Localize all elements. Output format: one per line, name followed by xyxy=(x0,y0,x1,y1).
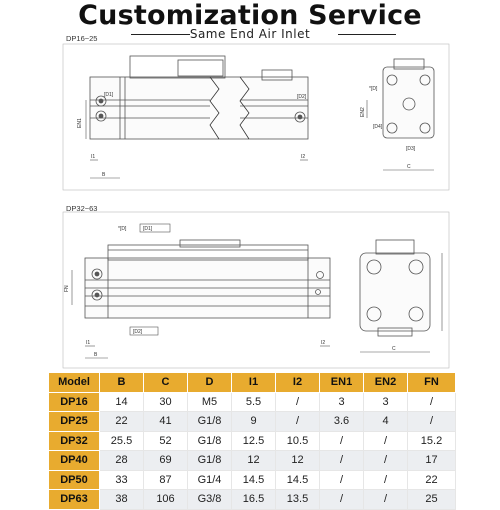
table-cell: / xyxy=(364,490,408,510)
label-i1: I1 xyxy=(86,340,91,346)
label-d2: [D2] xyxy=(297,94,307,100)
label-i1: I1 xyxy=(91,154,96,160)
label-b: B xyxy=(94,352,98,358)
table-row xyxy=(49,490,456,510)
label-c: C xyxy=(407,164,411,170)
table-cell: 12 xyxy=(232,451,276,471)
table-header-row xyxy=(49,373,456,393)
table-cell: 52 xyxy=(144,431,188,451)
label-star-d: *[D] xyxy=(118,226,127,232)
table-header-i2: I2 xyxy=(276,373,320,393)
label-i2: I2 xyxy=(301,154,306,160)
table-cell: 3 xyxy=(364,392,408,412)
table-cell-model: DP16 xyxy=(49,392,100,412)
series-label-bottom: DP32~63 xyxy=(66,204,98,213)
table-cell: / xyxy=(408,412,456,432)
label-d1: [D1] xyxy=(143,226,153,232)
cylinder-body-top xyxy=(90,77,308,139)
table-cell: / xyxy=(364,470,408,490)
table-cell: 17 xyxy=(408,451,456,471)
table-cell: 22 xyxy=(408,470,456,490)
table-cell: / xyxy=(408,392,456,412)
table-cell: / xyxy=(320,431,364,451)
port-dot xyxy=(99,114,103,118)
table-cell: G1/8 xyxy=(188,412,232,432)
table-cell: 4 xyxy=(364,412,408,432)
table-cell: 30 xyxy=(144,392,188,412)
table-cell: 3 xyxy=(320,392,364,412)
table-cell: 38 xyxy=(100,490,144,510)
table-cell: 16.5 xyxy=(232,490,276,510)
table-cell: / xyxy=(320,470,364,490)
table-header-b: B xyxy=(100,373,144,393)
label-d1: [D1] xyxy=(104,92,114,98)
table-row xyxy=(49,431,456,451)
table-cell: 14.5 xyxy=(276,470,320,490)
table-cell: 13.5 xyxy=(276,490,320,510)
port-dot xyxy=(99,99,103,103)
table-row xyxy=(49,392,456,412)
port-dot xyxy=(95,293,99,297)
label-en2: EN2 xyxy=(360,107,366,117)
table-header-i1: I1 xyxy=(232,373,276,393)
table-cell: 5.5 xyxy=(232,392,276,412)
drawing-dp16-25 xyxy=(63,44,449,190)
table-cell: 10.5 xyxy=(276,431,320,451)
port-dot xyxy=(95,272,99,276)
table-cell: / xyxy=(276,392,320,412)
table-cell-model: DP25 xyxy=(49,412,100,432)
table-cell: 33 xyxy=(100,470,144,490)
table-cell: 87 xyxy=(144,470,188,490)
end-view-top xyxy=(383,67,434,138)
end-view-cap xyxy=(376,240,414,254)
table-header-fn: FN xyxy=(408,373,456,393)
label-i2: I2 xyxy=(321,340,326,346)
table-header-model: Model xyxy=(49,373,100,393)
table-header-en1: EN1 xyxy=(320,373,364,393)
table-cell: / xyxy=(320,490,364,510)
end-view-bottom xyxy=(360,253,430,331)
table-cell: G1/8 xyxy=(188,431,232,451)
table-cell: 14 xyxy=(100,392,144,412)
drawing-dp32-63 xyxy=(63,212,449,368)
label-d3: [D3] xyxy=(406,146,416,152)
table-cell: 9 xyxy=(232,412,276,432)
table-cell: 106 xyxy=(144,490,188,510)
table-cell: 25 xyxy=(408,490,456,510)
table-cell: 3.6 xyxy=(320,412,364,432)
table-cell: 15.2 xyxy=(408,431,456,451)
spec-table xyxy=(48,372,456,510)
table-cell: 12.5 xyxy=(232,431,276,451)
table-cell: / xyxy=(364,451,408,471)
table-header-d: D xyxy=(188,373,232,393)
series-label-top: DP16~25 xyxy=(66,34,98,43)
table-cell: 14.5 xyxy=(232,470,276,490)
table-header-c: C xyxy=(144,373,188,393)
page-title: Customization Service xyxy=(78,0,422,31)
table-cell-model: DP32 xyxy=(49,431,100,451)
table-cell: 25.5 xyxy=(100,431,144,451)
port-dot xyxy=(298,115,302,119)
label-en1: EN1 xyxy=(77,118,83,128)
table-row xyxy=(49,451,456,471)
table-cell-model: DP50 xyxy=(49,470,100,490)
table-cell: 22 xyxy=(100,412,144,432)
table-cell: G3/8 xyxy=(188,490,232,510)
table-cell: 12 xyxy=(276,451,320,471)
cylinder-top-cap xyxy=(130,56,225,78)
table-cell: G1/8 xyxy=(188,451,232,471)
table-cell: / xyxy=(364,431,408,451)
label-fn: FN xyxy=(64,285,70,292)
page-subtitle: Same End Air Inlet xyxy=(189,27,311,41)
table-row xyxy=(49,470,456,490)
cylinder-top-cap-inner xyxy=(178,60,223,76)
table-cell: / xyxy=(276,412,320,432)
label-star-d: *[D] xyxy=(369,86,378,92)
label-c: C xyxy=(392,346,396,352)
table-cell: 41 xyxy=(144,412,188,432)
table-header-en2: EN2 xyxy=(364,373,408,393)
table-cell-model: DP63 xyxy=(49,490,100,510)
table-cell: 28 xyxy=(100,451,144,471)
label-d2: [D2] xyxy=(133,329,143,335)
table-cell: G1/4 xyxy=(188,470,232,490)
label-d4: [D4] xyxy=(373,124,383,130)
rail-center-block xyxy=(180,240,240,247)
label-b: B xyxy=(102,172,106,178)
table-cell-model: DP40 xyxy=(49,451,100,471)
table-cell: 69 xyxy=(144,451,188,471)
table-row xyxy=(49,412,456,432)
table-cell: / xyxy=(320,451,364,471)
table-cell: M5 xyxy=(188,392,232,412)
